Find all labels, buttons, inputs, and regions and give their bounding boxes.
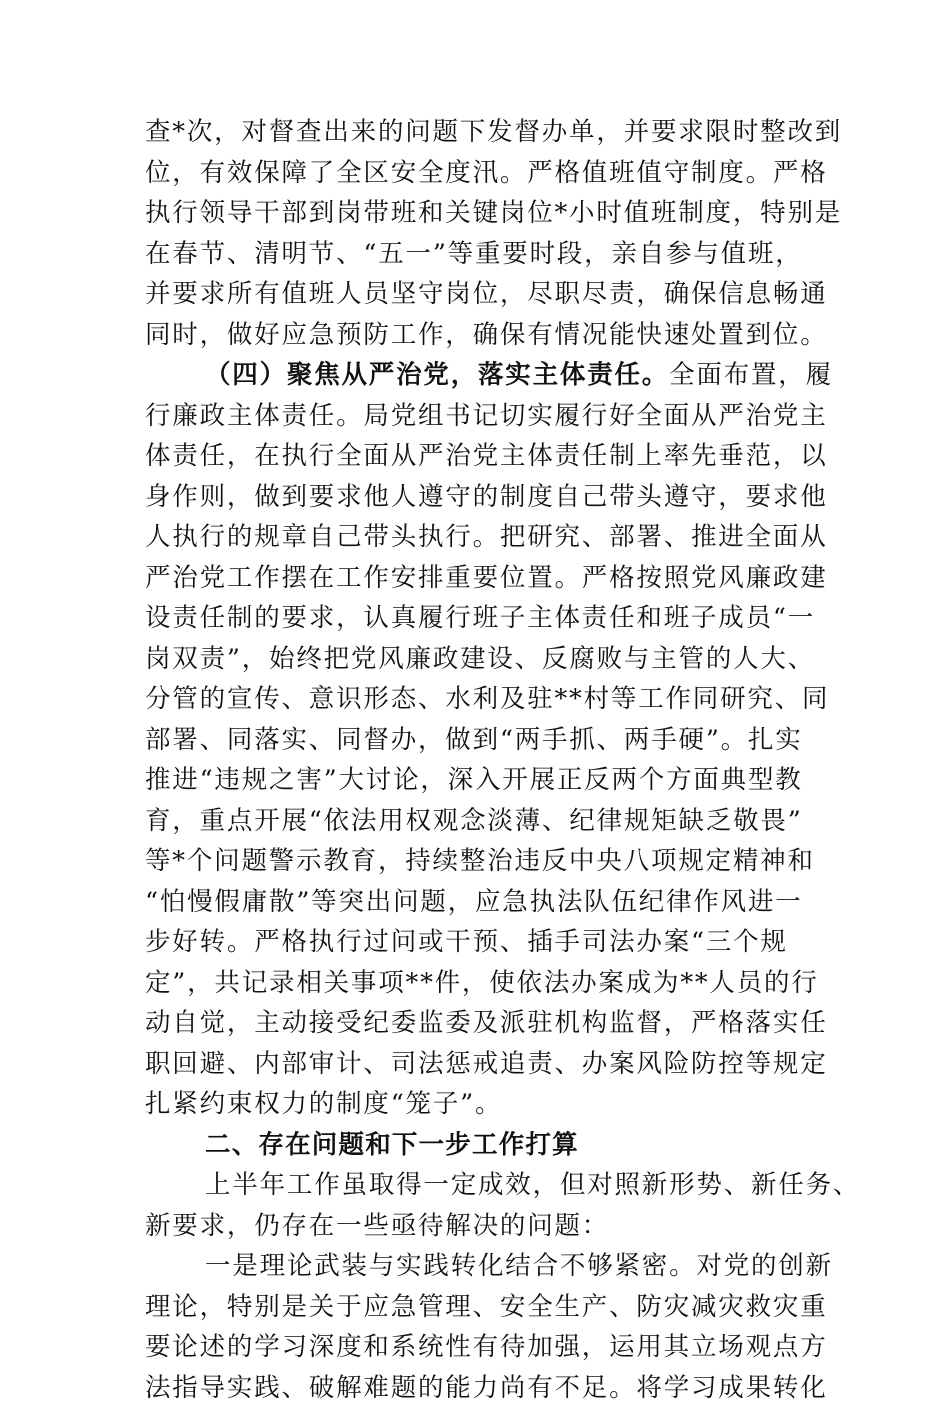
text-line: “怕慢假庸散”等突出问题，应急执法队伍纪律作风进一 xyxy=(145,882,815,923)
text-line: 理论，特别是关于应急管理、安全生产、防灾减灾救灾重 xyxy=(145,1287,815,1328)
text-line: 岗双责”，始终把党风廉政建设、反腐败与主管的人大、 xyxy=(145,639,815,680)
document-body xyxy=(145,112,815,1408)
text-line: 动自觉，主动接受纪委监委及派驻机构监督，严格落实任 xyxy=(145,1003,815,1044)
text-line: 位，有效保障了全区安全度汛。严格值班值守制度。严格 xyxy=(145,153,815,194)
text-line: 一是理论武装与实践转化结合不够紧密。对党的创新 xyxy=(145,1246,815,1287)
text-line: 身作则，做到要求他人遵守的制度自己带头遵守，要求他 xyxy=(145,477,815,518)
text-line: 育，重点开展“依法用权观念淡薄、纪律规矩缺乏敬畏” xyxy=(145,801,815,842)
text-line: 分管的宣传、意识形态、水利及驻**村等工作同研究、同 xyxy=(145,679,815,720)
text-line: 并要求所有值班人员坚守岗位，尽职尽责，确保信息畅通 xyxy=(145,274,815,315)
text-line: 部署、同落实、同督办，做到“两手抓、两手硬”。扎实 xyxy=(145,720,815,761)
text-line: 在春节、清明节、“五一”等重要时段，亲自参与值班， xyxy=(145,234,815,275)
text-line: 推进“违规之害”大讨论，深入开展正反两个方面典型教 xyxy=(145,760,815,801)
text-line: 定”，共记录相关事项**件，使依法办案成为**人员的行 xyxy=(145,963,815,1004)
text-line: 步好转。严格执行过问或干预、插手司法办案“三个规 xyxy=(145,922,815,963)
section-four-title: （四）聚焦从严治党，落实主体责任。 xyxy=(205,360,669,390)
text-line: 上半年工作虽取得一定成效，但对照新形势、新任务、 xyxy=(145,1165,815,1206)
text-line: 要论述的学习深度和系统性有待加强，运用其立场观点方 xyxy=(145,1327,815,1368)
text-line: 人执行的规章自己带头执行。把研究、部署、推进全面从 xyxy=(145,517,815,558)
text-line: 设责任制的要求，认真履行班子主体责任和班子成员“一 xyxy=(145,598,815,639)
text-line: 行廉政主体责任。局党组书记切实履行好全面从严治党主 xyxy=(145,396,815,437)
section-four-text: 全面布置，履 xyxy=(669,360,833,390)
text-line: 法指导实践、破解难题的能力尚有不足。将学习成果转化 xyxy=(145,1368,815,1408)
text-line: 职回避、内部审计、司法惩戒追责、办案风险防控等规定 xyxy=(145,1044,815,1085)
text-line: 执行领导干部到岗带班和关键岗位*小时值班制度，特别是 xyxy=(145,193,815,234)
text-line: 等*个问题警示教育，持续整治违反中央八项规定精神和 xyxy=(145,841,815,882)
text-line: 严治党工作摆在工作安排重要位置。严格按照党风廉政建 xyxy=(145,558,815,599)
text-line: 扎紧约束权力的制度“笼子”。 xyxy=(145,1084,815,1125)
text-line: 体责任，在执行全面从严治党主体责任制上率先垂范，以 xyxy=(145,436,815,477)
text-line: 新要求，仍存在一些亟待解决的问题： xyxy=(145,1206,815,1247)
section-heading: 二、存在问题和下一步工作打算 xyxy=(145,1125,815,1166)
text-line: 同时，做好应急预防工作，确保有情况能快速处置到位。 xyxy=(145,315,815,356)
text-line: 查*次，对督查出来的问题下发督办单，并要求限时整改到 xyxy=(145,112,815,153)
section-four-lead-line xyxy=(145,355,815,396)
